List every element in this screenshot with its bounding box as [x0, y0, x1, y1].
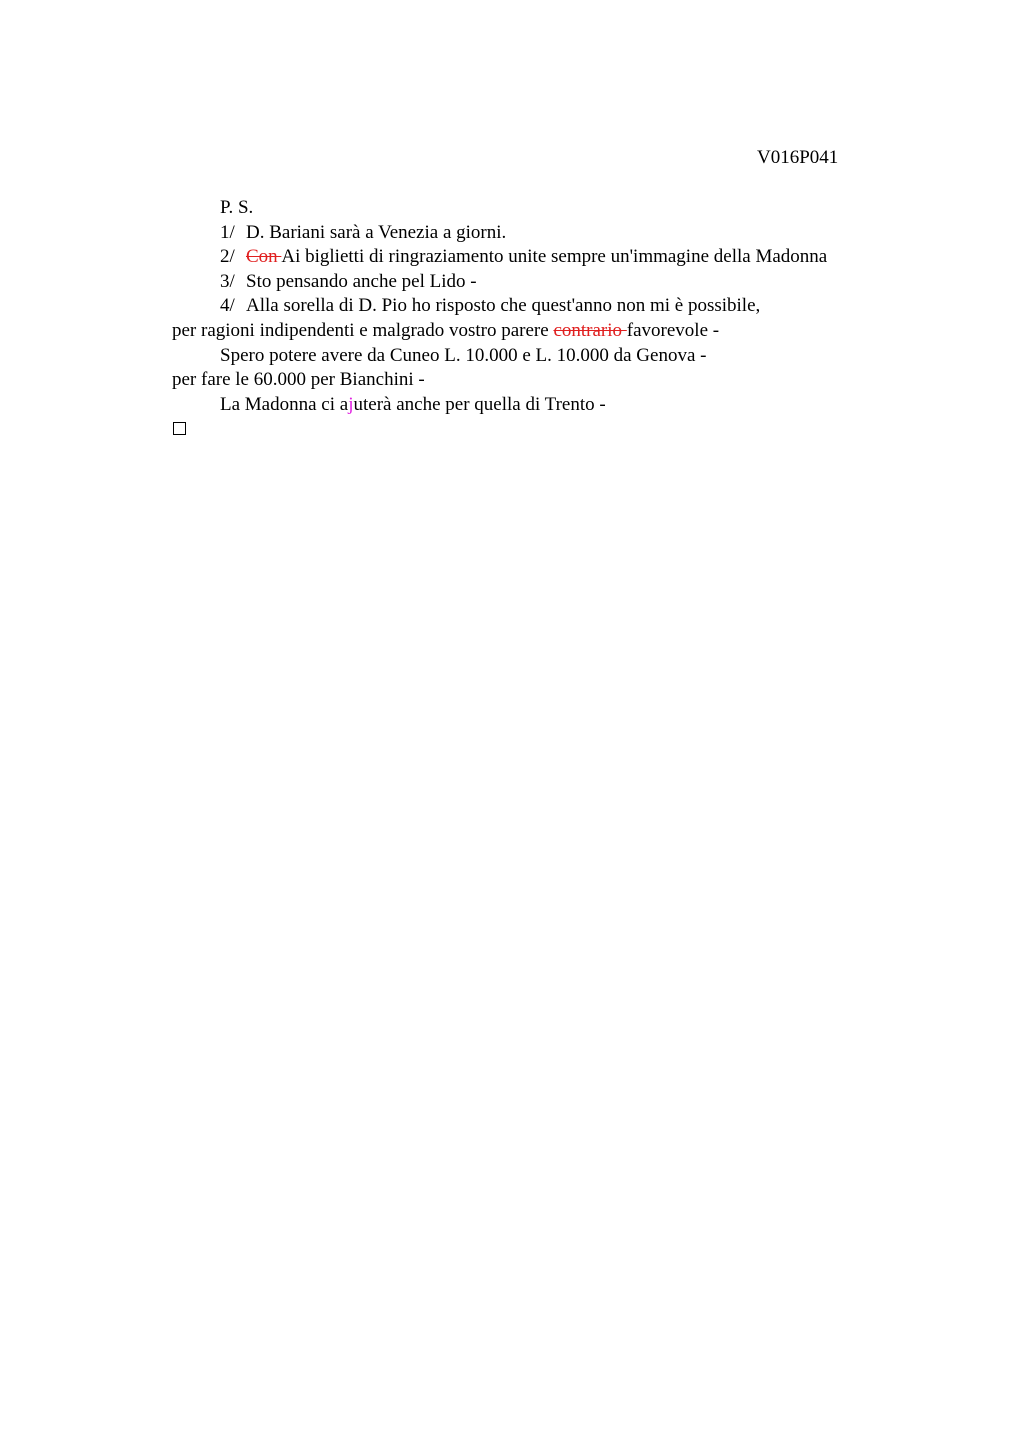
- end-mark: [172, 417, 892, 442]
- paragraph-line: Spero potere avere da Cuneo L. 10.000 e L. 10.000 da Genova -: [220, 344, 707, 366]
- item-number: 2/: [220, 246, 235, 268]
- item-4: [172, 294, 892, 319]
- ps-heading: P. S.: [220, 197, 254, 218]
- item-number: 1/: [220, 221, 235, 243]
- item-number: 4/: [220, 295, 235, 317]
- item-3: [172, 270, 892, 295]
- item-4-continuation: [172, 319, 892, 344]
- line-text: favorevole -: [626, 319, 720, 341]
- letter-body: [172, 196, 892, 442]
- page-id: V016P041: [757, 147, 839, 168]
- empty-square-icon: [173, 422, 186, 435]
- item-number: 3/: [220, 270, 235, 292]
- line-text: uterà anche per quella di Trento -: [353, 393, 606, 415]
- inserted-text: j: [348, 393, 354, 415]
- line-text: per ragioni indipendenti e malgrado vostro parere: [172, 319, 554, 341]
- item-text: Ai biglietti di ringraziamento unite sempre un'immagine della Madonna: [281, 246, 828, 268]
- line-text: La Madonna ci a: [220, 393, 349, 415]
- deleted-text: contrario: [553, 319, 627, 341]
- paragraph-continuation: per fare le 60.000 per Bianchini -: [172, 369, 425, 391]
- closing-line: [172, 393, 892, 418]
- item-text: D. Bariani sarà a Venezia a giorni.: [246, 221, 507, 243]
- deleted-text: Con: [246, 246, 282, 268]
- item-1: [172, 221, 892, 246]
- item-text: Alla sorella di D. Pio ho risposto che quest'anno non mi è possibile,: [246, 295, 761, 317]
- item-text: Sto pensando anche pel Lido -: [246, 270, 477, 292]
- item-2: [172, 245, 892, 270]
